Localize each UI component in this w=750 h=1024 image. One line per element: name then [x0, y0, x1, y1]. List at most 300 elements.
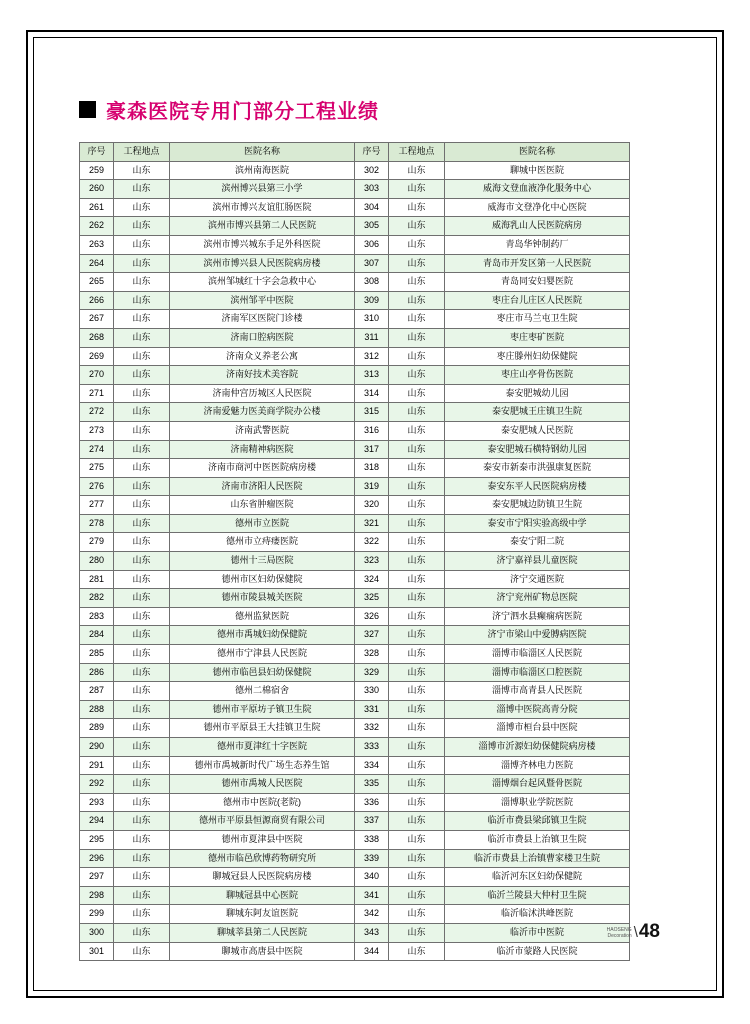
cell-hospital-right: 威海文登血液净化服务中心 — [445, 180, 630, 199]
cell-hospital-left: 聊城冠县人民医院病房楼 — [170, 868, 355, 887]
cell-location-right: 山东 — [389, 496, 445, 515]
cell-seq-left: 299 — [80, 905, 114, 924]
cell-seq-right: 306 — [355, 235, 389, 254]
table-row — [80, 198, 630, 217]
cell-location-left: 山东 — [114, 756, 170, 775]
cell-hospital-left: 德州市夏津县中医院 — [170, 830, 355, 849]
cell-seq-right: 330 — [355, 682, 389, 701]
cell-location-left: 山东 — [114, 533, 170, 552]
cell-hospital-left: 德州二棉宿舍 — [170, 682, 355, 701]
table-row — [80, 421, 630, 440]
cell-location-left: 山东 — [114, 812, 170, 831]
cell-hospital-left: 济南爱魅力医美商学院办公楼 — [170, 403, 355, 422]
table-row — [80, 905, 630, 924]
cell-location-right: 山东 — [389, 310, 445, 329]
table-row — [80, 347, 630, 366]
cell-hospital-right: 淄博市桓台县中医院 — [445, 719, 630, 738]
cell-location-right: 山东 — [389, 514, 445, 533]
cell-location-left: 山东 — [114, 923, 170, 942]
cell-location-right: 山东 — [389, 682, 445, 701]
cell-location-left: 山东 — [114, 645, 170, 664]
table-row — [80, 533, 630, 552]
cell-hospital-left: 济南好技术美容院 — [170, 366, 355, 385]
cell-hospital-right: 威海乳山人民医院病房 — [445, 217, 630, 236]
cell-location-right: 山东 — [389, 942, 445, 961]
cell-location-right: 山东 — [389, 477, 445, 496]
table-row — [80, 626, 630, 645]
cell-hospital-right: 淄博齐林电力医院 — [445, 756, 630, 775]
cell-hospital-right: 济宁交通医院 — [445, 570, 630, 589]
table-row — [80, 552, 630, 571]
table-row — [80, 849, 630, 868]
cell-location-left: 山东 — [114, 366, 170, 385]
cell-hospital-right: 枣庄市马兰屯卫生院 — [445, 310, 630, 329]
cell-location-right: 山东 — [389, 589, 445, 608]
cell-seq-right: 304 — [355, 198, 389, 217]
cell-location-left: 山东 — [114, 328, 170, 347]
cell-seq-right: 344 — [355, 942, 389, 961]
cell-hospital-left: 滨州市博兴县第二人民医院 — [170, 217, 355, 236]
cell-hospital-left: 德州市立医院 — [170, 514, 355, 533]
table-row — [80, 384, 630, 403]
table-row — [80, 589, 630, 608]
cell-location-right: 山东 — [389, 756, 445, 775]
cell-seq-right: 337 — [355, 812, 389, 831]
cell-seq-right: 316 — [355, 421, 389, 440]
cell-seq-left: 294 — [80, 812, 114, 831]
page-title — [79, 95, 704, 124]
cell-hospital-left: 山东省肿瘤医院 — [170, 496, 355, 515]
cell-hospital-left: 德州市夏津红十字医院 — [170, 738, 355, 757]
cell-seq-left: 264 — [80, 254, 114, 273]
cell-seq-right: 314 — [355, 384, 389, 403]
cell-location-left: 山东 — [114, 552, 170, 571]
cell-seq-left: 261 — [80, 198, 114, 217]
cell-hospital-right: 枣庄山亭骨伤医院 — [445, 366, 630, 385]
cell-seq-left: 272 — [80, 403, 114, 422]
cell-location-right: 山东 — [389, 440, 445, 459]
cell-seq-right: 339 — [355, 849, 389, 868]
table-row — [80, 607, 630, 626]
cell-hospital-right: 淄博市高青县人民医院 — [445, 682, 630, 701]
cell-location-left: 山东 — [114, 700, 170, 719]
table-row — [80, 775, 630, 794]
cell-seq-right: 322 — [355, 533, 389, 552]
table-row — [80, 700, 630, 719]
cell-location-right: 山东 — [389, 254, 445, 273]
cell-location-right: 山东 — [389, 366, 445, 385]
cell-seq-left: 298 — [80, 886, 114, 905]
footer-slash: \ — [633, 924, 638, 941]
cell-hospital-right: 临沂市蒙路人民医院 — [445, 942, 630, 961]
footer-page-number: 48 — [638, 921, 660, 942]
cell-hospital-right: 济宁市梁山中爱膊病医院 — [445, 626, 630, 645]
cell-seq-left: 297 — [80, 868, 114, 887]
cell-seq-right: 334 — [355, 756, 389, 775]
cell-location-right: 山东 — [389, 645, 445, 664]
cell-hospital-left: 德州监狱医院 — [170, 607, 355, 626]
cell-seq-right: 311 — [355, 328, 389, 347]
cell-hospital-right: 威海市文登净化中心医院 — [445, 198, 630, 217]
cell-location-left: 山东 — [114, 254, 170, 273]
cell-seq-left: 286 — [80, 663, 114, 682]
cell-hospital-right: 临沂市中医院 — [445, 923, 630, 942]
table-row — [80, 738, 630, 757]
cell-hospital-left: 济南精神病医院 — [170, 440, 355, 459]
cell-location-left: 山东 — [114, 830, 170, 849]
cell-hospital-left: 德州市禹城新时代广场生态养生馆 — [170, 756, 355, 775]
table-row — [80, 273, 630, 292]
column-header-seq-left: 序号 — [80, 143, 114, 162]
cell-seq-left: 269 — [80, 347, 114, 366]
cell-hospital-left: 滨州市博兴县人民医院病房楼 — [170, 254, 355, 273]
cell-hospital-left: 德州市平原坊子镇卫生院 — [170, 700, 355, 719]
cell-hospital-right: 泰安市新泰市洪强康复医院 — [445, 459, 630, 478]
cell-location-right: 山东 — [389, 347, 445, 366]
table-row — [80, 459, 630, 478]
cell-seq-right: 336 — [355, 793, 389, 812]
cell-location-left: 山东 — [114, 905, 170, 924]
cell-seq-left: 300 — [80, 923, 114, 942]
cell-location-left: 山东 — [114, 607, 170, 626]
cell-location-left: 山东 — [114, 496, 170, 515]
cell-seq-left: 277 — [80, 496, 114, 515]
table-row — [80, 793, 630, 812]
cell-seq-left: 262 — [80, 217, 114, 236]
cell-seq-right: 303 — [355, 180, 389, 199]
column-header-hospital-right: 医院名称 — [445, 143, 630, 162]
table-body — [80, 161, 630, 961]
cell-location-right: 山东 — [389, 328, 445, 347]
cell-location-left: 山东 — [114, 161, 170, 180]
cell-location-right: 山东 — [389, 421, 445, 440]
cell-location-right: 山东 — [389, 273, 445, 292]
cell-hospital-right: 泰安肥城幼儿园 — [445, 384, 630, 403]
cell-seq-left: 271 — [80, 384, 114, 403]
table-row — [80, 403, 630, 422]
cell-seq-right: 305 — [355, 217, 389, 236]
cell-location-right: 山东 — [389, 384, 445, 403]
cell-location-left: 山东 — [114, 459, 170, 478]
cell-hospital-right: 泰安市宁阳实验高级中学 — [445, 514, 630, 533]
cell-seq-left: 280 — [80, 552, 114, 571]
cell-hospital-right: 临沂临沭洪峰医院 — [445, 905, 630, 924]
cell-location-right: 山东 — [389, 775, 445, 794]
cell-seq-right: 328 — [355, 645, 389, 664]
table-row — [80, 812, 630, 831]
cell-hospital-left: 德州市宁津县人民医院 — [170, 645, 355, 664]
footer-brand — [607, 927, 632, 939]
table-row — [80, 942, 630, 961]
cell-location-right: 山东 — [389, 217, 445, 236]
cell-location-right: 山东 — [389, 793, 445, 812]
cell-seq-right: 332 — [355, 719, 389, 738]
cell-hospital-left: 滨州南海医院 — [170, 161, 355, 180]
cell-hospital-right: 淄博职业学院医院 — [445, 793, 630, 812]
cell-hospital-right: 泰安肥城人民医院 — [445, 421, 630, 440]
cell-seq-right: 315 — [355, 403, 389, 422]
cell-location-left: 山东 — [114, 198, 170, 217]
cell-seq-left: 291 — [80, 756, 114, 775]
cell-seq-right: 308 — [355, 273, 389, 292]
cell-location-right: 山东 — [389, 570, 445, 589]
table-row — [80, 291, 630, 310]
cell-hospital-left: 滨州邹平中医院 — [170, 291, 355, 310]
cell-seq-right: 310 — [355, 310, 389, 329]
cell-hospital-left: 滨州市博兴城东手足外科医院 — [170, 235, 355, 254]
cell-seq-left: 260 — [80, 180, 114, 199]
table-row — [80, 663, 630, 682]
cell-hospital-right: 枣庄滕州妇幼保健院 — [445, 347, 630, 366]
cell-location-left: 山东 — [114, 589, 170, 608]
table-row — [80, 477, 630, 496]
cell-seq-left: 276 — [80, 477, 114, 496]
cell-seq-right: 319 — [355, 477, 389, 496]
cell-location-left: 山东 — [114, 514, 170, 533]
cell-hospital-left: 德州市临邑欣博药物研究所 — [170, 849, 355, 868]
cell-location-right: 山东 — [389, 198, 445, 217]
table-row — [80, 235, 630, 254]
cell-location-right: 山东 — [389, 812, 445, 831]
cell-seq-left: 290 — [80, 738, 114, 757]
cell-hospital-right: 济宁嘉祥县儿童医院 — [445, 552, 630, 571]
cell-seq-left: 289 — [80, 719, 114, 738]
cell-location-right: 山东 — [389, 459, 445, 478]
cell-seq-right: 325 — [355, 589, 389, 608]
cell-location-right: 山东 — [389, 905, 445, 924]
cell-location-left: 山东 — [114, 291, 170, 310]
cell-hospital-right: 临沂市费县上治镇曹家楼卫生院 — [445, 849, 630, 868]
cell-location-right: 山东 — [389, 607, 445, 626]
cell-location-left: 山东 — [114, 868, 170, 887]
table-row — [80, 310, 630, 329]
table-row — [80, 682, 630, 701]
cell-location-right: 山东 — [389, 923, 445, 942]
cell-seq-left: 265 — [80, 273, 114, 292]
cell-hospital-right: 淄博市临淄区人民医院 — [445, 645, 630, 664]
cell-seq-left: 270 — [80, 366, 114, 385]
column-header-seq-right: 序号 — [355, 143, 389, 162]
cell-location-left: 山东 — [114, 347, 170, 366]
cell-hospital-right: 临沂兰陵县大仲村卫生院 — [445, 886, 630, 905]
cell-seq-left: 283 — [80, 607, 114, 626]
cell-seq-right: 338 — [355, 830, 389, 849]
cell-seq-right: 342 — [355, 905, 389, 924]
table-row — [80, 217, 630, 236]
cell-location-right: 山东 — [389, 830, 445, 849]
cell-seq-left: 273 — [80, 421, 114, 440]
cell-seq-right: 343 — [355, 923, 389, 942]
cell-hospital-right: 临沂市费县梁邱镇卫生院 — [445, 812, 630, 831]
cell-hospital-right: 泰安肥城边防镇卫生院 — [445, 496, 630, 515]
cell-hospital-right: 泰安肥城王庄镇卫生院 — [445, 403, 630, 422]
cell-location-left: 山东 — [114, 273, 170, 292]
cell-seq-left: 263 — [80, 235, 114, 254]
cell-seq-right: 307 — [355, 254, 389, 273]
page-content — [46, 55, 704, 979]
cell-seq-right: 329 — [355, 663, 389, 682]
table-row — [80, 756, 630, 775]
table-row — [80, 570, 630, 589]
cell-location-right: 山东 — [389, 403, 445, 422]
cell-seq-right: 323 — [355, 552, 389, 571]
cell-hospital-left: 德州市平原县恒源商贸有限公司 — [170, 812, 355, 831]
cell-location-left: 山东 — [114, 180, 170, 199]
cell-hospital-left: 济南市商河中医医院病房楼 — [170, 459, 355, 478]
cell-location-left: 山东 — [114, 886, 170, 905]
cell-hospital-right: 青岛华钟制药厂 — [445, 235, 630, 254]
footer-brand-line2: Decoration — [607, 933, 632, 939]
cell-location-left: 山东 — [114, 477, 170, 496]
cell-seq-left: 275 — [80, 459, 114, 478]
cell-location-right: 山东 — [389, 738, 445, 757]
page-footer — [607, 922, 660, 941]
cell-seq-right: 341 — [355, 886, 389, 905]
cell-hospital-left: 济南众义养老公寓 — [170, 347, 355, 366]
cell-location-left: 山东 — [114, 570, 170, 589]
cell-seq-left: 301 — [80, 942, 114, 961]
cell-seq-left: 296 — [80, 849, 114, 868]
cell-seq-left: 282 — [80, 589, 114, 608]
cell-location-right: 山东 — [389, 161, 445, 180]
table-row — [80, 923, 630, 942]
cell-location-left: 山东 — [114, 217, 170, 236]
cell-hospital-right: 枣庄台儿庄区人民医院 — [445, 291, 630, 310]
cell-location-left: 山东 — [114, 793, 170, 812]
cell-seq-left: 295 — [80, 830, 114, 849]
table-row — [80, 366, 630, 385]
cell-location-left: 山东 — [114, 235, 170, 254]
cell-location-right: 山东 — [389, 235, 445, 254]
cell-location-left: 山东 — [114, 403, 170, 422]
cell-hospital-left: 德州市区妇幼保健院 — [170, 570, 355, 589]
cell-seq-left: 281 — [80, 570, 114, 589]
cell-location-right: 山东 — [389, 886, 445, 905]
cell-hospital-left: 德州市临邑县妇幼保健院 — [170, 663, 355, 682]
column-header-location-right: 工程地点 — [389, 143, 445, 162]
cell-location-left: 山东 — [114, 719, 170, 738]
cell-hospital-right: 临沂市费县上治镇卫生院 — [445, 830, 630, 849]
cell-location-left: 山东 — [114, 942, 170, 961]
cell-seq-left: 293 — [80, 793, 114, 812]
table-row — [80, 868, 630, 887]
cell-seq-right: 302 — [355, 161, 389, 180]
cell-location-right: 山东 — [389, 663, 445, 682]
cell-location-left: 山东 — [114, 310, 170, 329]
cell-hospital-left: 聊城市高唐县中医院 — [170, 942, 355, 961]
cell-hospital-left: 德州市禹城妇幼保健院 — [170, 626, 355, 645]
cell-hospital-left: 济南口腔病医院 — [170, 328, 355, 347]
cell-seq-right: 331 — [355, 700, 389, 719]
cell-seq-left: 259 — [80, 161, 114, 180]
cell-location-right: 山东 — [389, 291, 445, 310]
cell-location-left: 山东 — [114, 682, 170, 701]
table-row — [80, 180, 630, 199]
cell-hospital-left: 济南武警医院 — [170, 421, 355, 440]
cell-location-left: 山东 — [114, 663, 170, 682]
cell-seq-right: 318 — [355, 459, 389, 478]
cell-seq-right: 312 — [355, 347, 389, 366]
cell-location-right: 山东 — [389, 700, 445, 719]
cell-hospital-right: 济宁泗水县癫痫病医院 — [445, 607, 630, 626]
cell-location-left: 山东 — [114, 626, 170, 645]
table-row — [80, 514, 630, 533]
cell-hospital-right: 青岛市开发区第一人民医院 — [445, 254, 630, 273]
cell-hospital-left: 德州市陵县城关医院 — [170, 589, 355, 608]
cell-location-right: 山东 — [389, 533, 445, 552]
cell-hospital-left: 聊城莘县第二人民医院 — [170, 923, 355, 942]
cell-seq-left: 278 — [80, 514, 114, 533]
cell-seq-left: 292 — [80, 775, 114, 794]
table-row — [80, 830, 630, 849]
cell-location-left: 山东 — [114, 421, 170, 440]
cell-seq-left: 285 — [80, 645, 114, 664]
cell-hospital-right: 淄博中医院高青分院 — [445, 700, 630, 719]
cell-location-right: 山东 — [389, 849, 445, 868]
cell-location-right: 山东 — [389, 868, 445, 887]
cell-location-left: 山东 — [114, 738, 170, 757]
cell-seq-right: 326 — [355, 607, 389, 626]
cell-hospital-left: 德州市禹城人民医院 — [170, 775, 355, 794]
performance-table — [79, 142, 630, 961]
table-row — [80, 440, 630, 459]
cell-seq-left: 288 — [80, 700, 114, 719]
table-row — [80, 719, 630, 738]
page-title-text: 豪森医院专用门部分工程业绩 — [106, 101, 379, 123]
cell-hospital-right: 聊城中医医院 — [445, 161, 630, 180]
cell-hospital-right: 淄博市临淄区口腔医院 — [445, 663, 630, 682]
cell-hospital-left: 济南仲宫历城区人民医院 — [170, 384, 355, 403]
cell-seq-right: 317 — [355, 440, 389, 459]
cell-hospital-right: 济宁兖州矿物总医院 — [445, 589, 630, 608]
cell-seq-left: 287 — [80, 682, 114, 701]
cell-seq-left: 274 — [80, 440, 114, 459]
cell-seq-right: 327 — [355, 626, 389, 645]
cell-seq-right: 333 — [355, 738, 389, 757]
cell-location-right: 山东 — [389, 552, 445, 571]
cell-location-left: 山东 — [114, 849, 170, 868]
cell-hospital-right: 泰安东平人民医院病房楼 — [445, 477, 630, 496]
cell-location-left: 山东 — [114, 384, 170, 403]
cell-hospital-right: 枣庄枣矿医院 — [445, 328, 630, 347]
table-row — [80, 496, 630, 515]
cell-seq-left: 268 — [80, 328, 114, 347]
cell-seq-right: 320 — [355, 496, 389, 515]
cell-hospital-right: 泰安宁阳二院 — [445, 533, 630, 552]
cell-hospital-left: 德州市平原县王大挂镇卫生院 — [170, 719, 355, 738]
cell-seq-right: 309 — [355, 291, 389, 310]
cell-seq-left: 266 — [80, 291, 114, 310]
cell-seq-left: 267 — [80, 310, 114, 329]
cell-hospital-right: 泰安肥城石横特钢幼儿园 — [445, 440, 630, 459]
cell-hospital-left: 济南市济阳人民医院 — [170, 477, 355, 496]
cell-hospital-left: 滨州博兴县第三小学 — [170, 180, 355, 199]
cell-hospital-right: 淄博烟台起风暨骨医院 — [445, 775, 630, 794]
cell-hospital-left: 济南军区医院门诊楼 — [170, 310, 355, 329]
cell-location-right: 山东 — [389, 180, 445, 199]
cell-location-left: 山东 — [114, 440, 170, 459]
cell-seq-left: 284 — [80, 626, 114, 645]
performance-table-container — [79, 142, 694, 961]
cell-hospital-left: 聊城冠县中心医院 — [170, 886, 355, 905]
cell-hospital-left: 聊城东阿友谊医院 — [170, 905, 355, 924]
cell-hospital-left: 德州市立痔瘘医院 — [170, 533, 355, 552]
cell-seq-left: 279 — [80, 533, 114, 552]
cell-hospital-right: 淄博市沂源妇幼保健院病房楼 — [445, 738, 630, 757]
table-header-row — [80, 143, 630, 162]
cell-location-right: 山东 — [389, 626, 445, 645]
column-header-hospital-left: 医院名称 — [170, 143, 355, 162]
